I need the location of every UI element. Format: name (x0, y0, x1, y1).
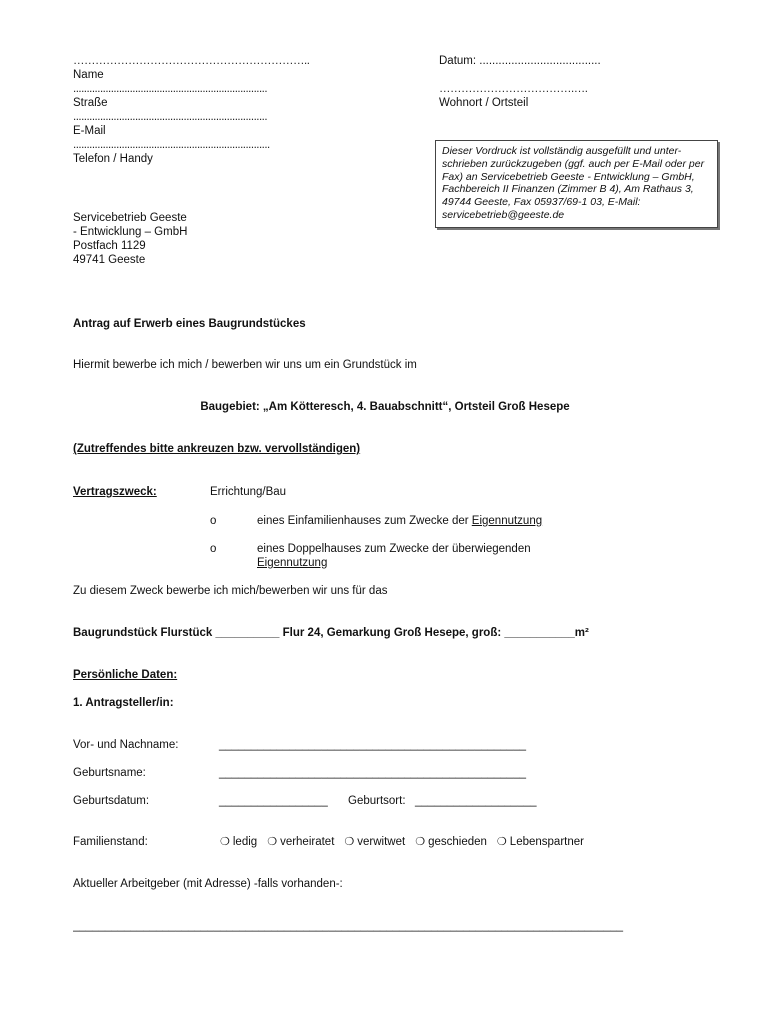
purpose-value: Errichtung/Bau (210, 486, 287, 498)
street-dotted-field[interactable]: ........................................................................ (73, 83, 268, 95)
option-semi-detached-text: eines Doppelhauses zum Zwecke der überwiegenden (257, 543, 531, 555)
marital-option-divorced[interactable] (415, 835, 487, 849)
marital-option-label: ledig (232, 836, 258, 848)
baugebiet-heading: Baugebiet: „Am Kötteresch, 4. Bauabschnitt“, Ortsteil Groß Hesepe (200, 401, 570, 413)
marital-option-widowed[interactable] (344, 835, 405, 849)
birthdate-field[interactable]: _________________ (219, 795, 328, 807)
employer-field[interactable]: ______________________________________________________________________________________ (73, 920, 624, 932)
purpose-followup-text: Zu diesem Zweck bewerbe ich mich/bewerben wir uns für das (73, 585, 388, 597)
marital-option-single[interactable] (220, 835, 257, 849)
radio-icon[interactable]: ❍ (344, 836, 355, 848)
marital-option-label: verheiratet (280, 836, 335, 848)
option-semi-detached-emphasis: Eigennutzung (257, 557, 328, 569)
address-line-4: 49741 Geeste (73, 254, 146, 266)
radio-icon[interactable]: ❍ (220, 836, 230, 848)
fullname-field[interactable]: ________________________________________________ (219, 739, 526, 751)
radio-icon[interactable]: ❍ (496, 836, 507, 848)
option-single-family-text: eines Einfamilienhauses zum Zwecke der (257, 515, 472, 527)
residence-dotted-field[interactable]: ……………………………….…. (439, 83, 588, 95)
birthname-field[interactable]: ________________________________________________ (219, 767, 526, 779)
fullname-label: Vor- und Nachname: (73, 739, 179, 751)
birthplace-label: Geburtsort: (348, 795, 406, 807)
employer-label: Aktueller Arbeitgeber (mit Adresse) -falls vorhanden-: (73, 878, 343, 890)
plot-details-line[interactable]: Baugrundstück Flurstück __________ Flur 24, Gemarkung Groß Hesepe, groß: ___________m² (73, 627, 589, 639)
applicant-heading: 1. Antragsteller/in: (73, 697, 174, 709)
instruction-text: (Zutreffendes bitte ankreuzen bzw. vervollständigen) (73, 443, 361, 455)
marital-option-partner[interactable] (497, 835, 584, 849)
phone-dotted-field[interactable]: ......................................................................... (73, 139, 270, 151)
birthdate-label: Geburtsdatum: (73, 795, 150, 807)
intro-text: Hiermit bewerbe ich mich / bewerben wir uns um ein Grundstück im (73, 359, 417, 371)
email-dotted-field[interactable]: ........................................................................ (73, 111, 268, 123)
birthname-label: Geburtsname: (73, 767, 146, 779)
phone-label: Telefon / Handy (73, 153, 153, 165)
return-instructions-box (435, 140, 718, 228)
date-field[interactable]: Datum: ...................................... (439, 55, 601, 67)
option-single-family-emphasis: Eigennutzung (471, 515, 543, 527)
purpose-label: Vertragszweck: (73, 486, 157, 498)
street-label: Straße (73, 97, 108, 109)
return-instructions-text: Dieser Vordruck ist vollständig ausgefüllt und unter-schrieben zurückzugeben (ggf. auch per E-Mail oder per Fax) an Servicebetrieb Geeste - Entwicklung – GmbH, Fachbereich II Finanzen (Zimmer B 4), Am Rathaus 3, 49744 Geeste, Fax 05937/69-1 03, E-Mail: servicebetrieb@geeste.de (442, 145, 705, 221)
radio-icon[interactable]: ❍ (415, 836, 426, 848)
birthplace-field[interactable]: ___________________ (415, 795, 537, 807)
marital-status-options (220, 835, 594, 849)
marital-option-label: geschieden (428, 836, 487, 848)
name-label: Name (73, 69, 104, 81)
form-title: Antrag auf Erwerb eines Baugrundstückes (73, 318, 306, 330)
checkbox-single-family[interactable]: o (210, 515, 217, 527)
address-line-3: Postfach 1129 (73, 240, 146, 252)
radio-icon[interactable]: ❍ (267, 836, 278, 848)
address-line-1: Servicebetrieb Geeste (73, 212, 187, 224)
residence-label: Wohnort / Ortsteil (439, 97, 529, 109)
marital-option-label: Lebenspartner (509, 836, 584, 848)
personal-data-heading: Persönliche Daten: (73, 669, 178, 681)
email-label: E-Mail (73, 125, 106, 137)
option-single-family-label (257, 514, 542, 528)
address-line-2: - Entwicklung – GmbH (73, 226, 188, 238)
marital-option-label: verwitwet (357, 836, 406, 848)
marital-status-label: Familienstand: (73, 836, 148, 848)
marital-option-married[interactable] (267, 835, 334, 849)
name-dotted-field[interactable]: ……………………………………………………….. (73, 55, 310, 67)
checkbox-semi-detached[interactable]: o (210, 543, 217, 555)
